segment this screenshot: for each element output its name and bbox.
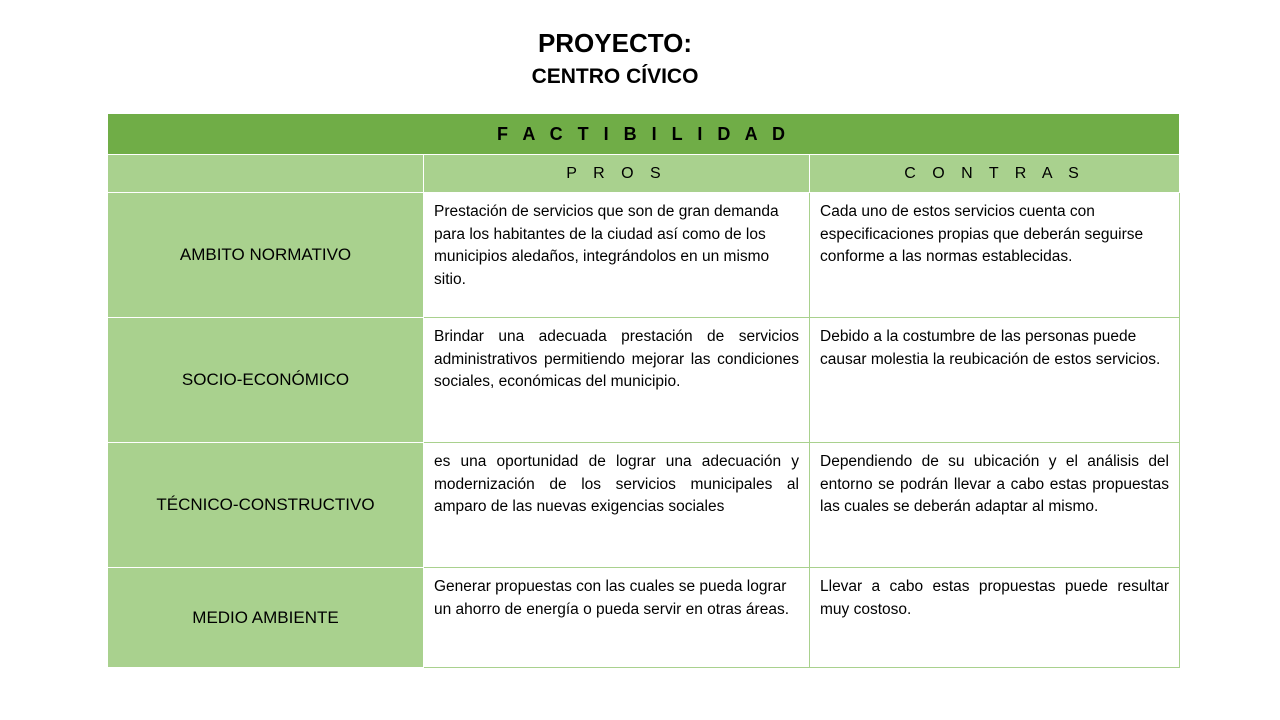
table-banner: F A C T I B I L I D A D — [108, 114, 1180, 155]
table-row — [108, 443, 1180, 568]
contras-cell: Llevar a cabo estas propuestas puede resultar muy costoso. — [810, 568, 1180, 668]
feasibility-table — [107, 113, 1180, 668]
row-header: AMBITO NORMATIVO — [108, 193, 424, 318]
pros-cell: es una oportunidad de lograr una adecuación y modernización de los servicios municipales al amparo de las nuevas exigencias sociales — [424, 443, 810, 568]
table-row — [108, 318, 1180, 443]
table-row — [108, 568, 1180, 668]
column-header-corner — [108, 155, 424, 193]
column-header-pros: P R O S — [424, 155, 810, 193]
pros-cell: Prestación de servicios que son de gran demanda para los habitantes de la ciudad así como de los municipios aledaños, integrándolos en un mismo sitio. — [424, 193, 810, 318]
contras-cell: Debido a la costumbre de las personas puede causar molestia la reubicación de estos servicios. — [810, 318, 1180, 443]
table-row — [108, 193, 1180, 318]
page-subtitle: CENTRO CÍVICO — [531, 65, 699, 88]
pros-cell: Brindar una adecuada prestación de servicios administrativos permitiendo mejorar las condiciones sociales, económicas del municipio. — [424, 318, 810, 443]
pros-cell: Generar propuestas con las cuales se pueda lograr un ahorro de energía o pueda servir en otras áreas. — [424, 568, 810, 668]
row-header: SOCIO-ECONÓMICO — [108, 318, 424, 443]
row-header: MEDIO AMBIENTE — [108, 568, 424, 668]
column-header-contras: C O N T R A S — [810, 155, 1180, 193]
contras-cell: Cada uno de estos servicios cuenta con especificaciones propias que deberán seguirse conforme a las normas establecidas. — [810, 193, 1180, 318]
row-header: TÉCNICO-CONSTRUCTIVO — [108, 443, 424, 568]
page-title: PROYECTO: — [537, 28, 693, 58]
contras-cell: Dependiendo de su ubicación y el análisis del entorno se podrán llevar a cabo estas propuestas las cuales se deberán adaptar al mismo. — [810, 443, 1180, 568]
